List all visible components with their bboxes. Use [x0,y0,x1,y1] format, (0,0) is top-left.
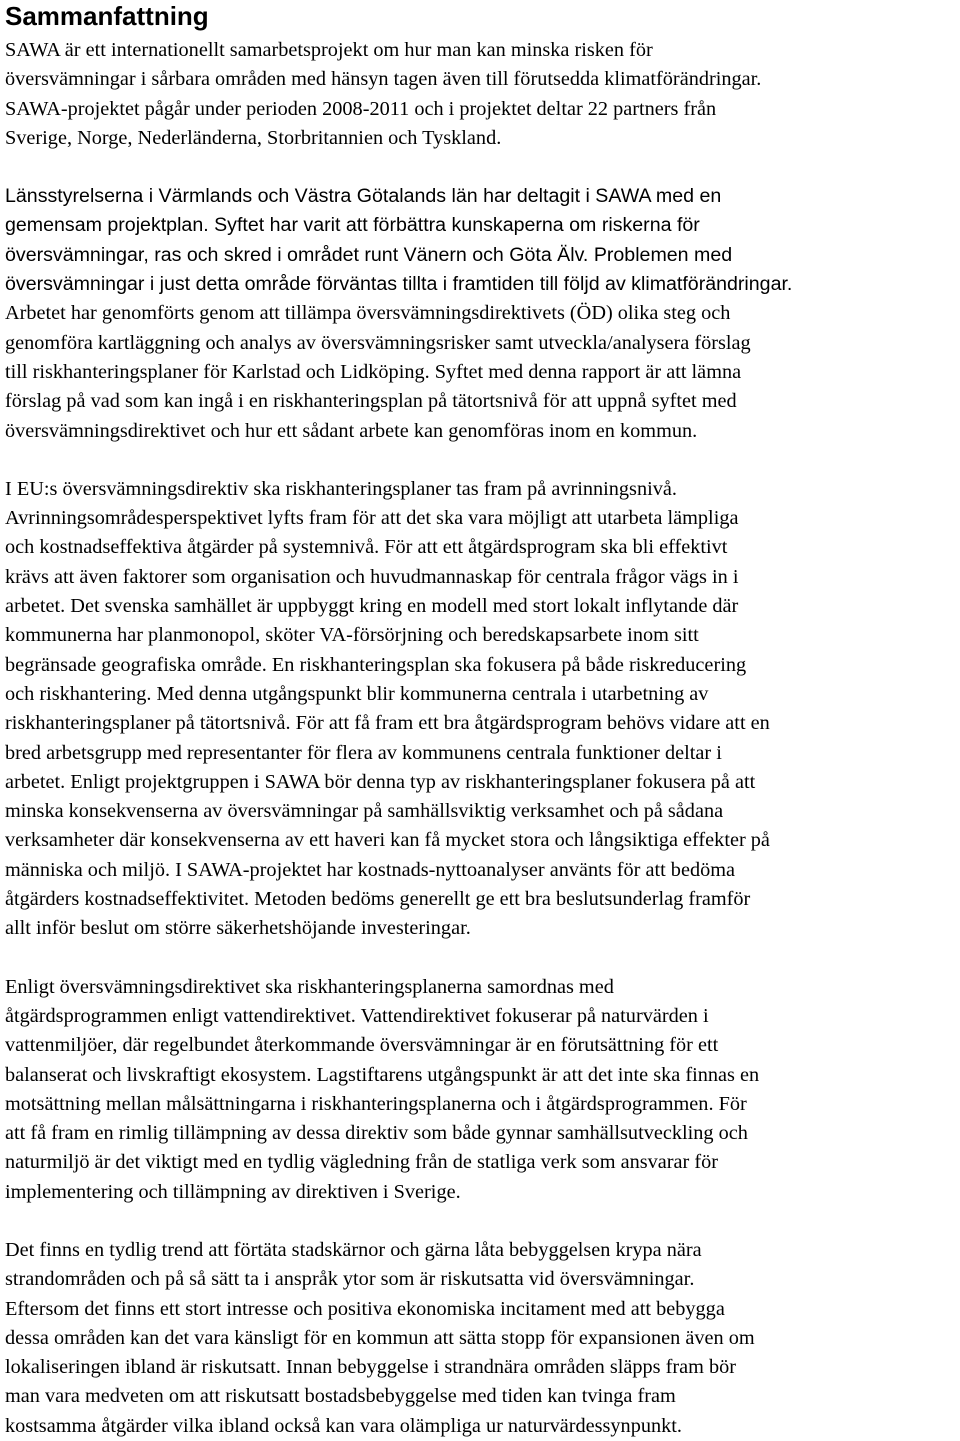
paragraph-line: dessa områden kan det vara känsligt för en kommun att sätta stopp för expansionen även om [5,1326,755,1349]
paragraph-line: naturmiljö är det viktigt med en tydlig vägledning från de statliga verk som ansvarar för [5,1151,719,1174]
paragraph-line: balanserat och livskraftigt ekosystem. Lagstiftarens utgångspunkt är att det inte ska finnas en [5,1063,760,1086]
paragraph-line: människa och miljö. I SAWA-projektet har kostnads-nyttoanalyser använts för att bedöma [5,858,736,881]
paragraph-line: lokaliseringen ibland är riskutsatt. Innan bebyggelse i strandnära områden släpps fram bör [5,1356,737,1379]
paragraph-line: riskhanteringsplaner på tätortsnivå. För att få fram ett bra åtgärdsprogram behövs vidare att en [5,712,770,735]
paragraph-line: Eftersom det finns ett stort intresse och positiva ekonomiska incitament med att bebygga [5,1297,725,1320]
paragraph-eu-directive [5,475,957,944]
paragraph-line: och riskhantering. Med denna utgångspunkt blir kommunerna centrala i utarbetning av [5,682,709,705]
paragraph-line: gemensam projektplan. Syftet har varit att förbättra kunskaperna om riskerna för [5,214,700,237]
paragraph-urban-trend [5,1236,957,1441]
paragraph-line: åtgärdsprogrammen enligt vattendirektivet. Vattendirektivet fokuserar på naturvärden i [5,1004,709,1027]
paragraph-line: att få fram en rimlig tillämpning av dessa direktiv som både gynnar samhällsutveckling och [5,1122,748,1145]
paragraph-line: kommunerna har planmonopol, sköter VA-försörjning och beredskapsarbete inom sitt [5,624,699,647]
paragraph-line: bred arbetsgrupp med representanter för flera av kommunens centrala funktioner deltar i [5,741,722,764]
paragraph-line: Det finns en tydlig trend att förtäta stadskärnor och gärna låta bebyggelsen krypa nära [5,1238,702,1261]
paragraph-line: Länsstyrelserna i Värmlands och Västra Götalands län har deltagit i SAWA med en [5,185,722,208]
paragraph-line: översvämningsdirektivet och hur ett sådant arbete kan genomföras inom en kommun. [5,419,698,442]
paragraph-line: arbetet. Enligt projektgruppen i SAWA bör denna typ av riskhanteringsplaner fokusera på att [5,770,756,793]
paragraph-line: strandområden och på så sätt ta i anspråk ytor som är riskutsatta vid översvämningar. [5,1268,695,1291]
paragraph-line: översvämningar i sårbara områden med hänsyn tagen även till förutsedda klimatförändringar. [5,68,762,91]
paragraph-line: vattenmiljöer, där regelbundet återkommande översvämningar är en förutsättning för ett [5,1034,719,1057]
paragraph-line: implementering och tillämpning av direktiven i Sverige. [5,1180,461,1203]
paragraph-line: Avrinningsområdesperspektivet lyfts fram för att det ska vara möjligt att utarbeta lämpliga [5,507,739,530]
paragraph-intro [5,36,957,153]
paragraph-line: översvämningar, ras och skred i området runt Vänern och Göta Älv. Problemen med [5,243,733,266]
section-heading: Sammanfattning [5,1,209,31]
paragraph-line: Enligt översvämningsdirektivet ska riskhanteringsplanerna samordnas med [5,975,614,998]
paragraph-line: allt inför beslut om större säkerhetshöjande investeringar. [5,917,471,940]
paragraph-line: begränsade geografiska område. En riskhanteringsplan ska fokusera på både riskreducering [5,653,747,676]
document-page [5,0,957,1441]
paragraph-line: åtgärders kostnadseffektivitet. Metoden bedöms generellt ge ett bra beslutsunderlag framför [5,888,751,911]
paragraph-line: översvämningar i just detta område förväntas tillta i framtiden till följd av klimatförändringar. [5,273,793,296]
paragraph-line: genomföra kartläggning och analys av översvämningsrisker samt utveckla/analysera förslag [5,331,751,354]
paragraph-line: I EU:s översvämningsdirektiv ska riskhanteringsplaner tas fram på avrinningsnivå. [5,477,677,500]
paragraph-line: minska konsekvenserna av översvämningar på samhällsviktig verksamhet och på sådana [5,800,724,823]
paragraph-line: SAWA-projektet pågår under perioden 2008-2011 och i projektet deltar 22 partners från [5,97,717,120]
paragraph-line: verksamheter där konsekvenserna av ett haveri kan få mycket stora och långsiktiga effekter på [5,829,770,852]
paragraph-line: till riskhanteringsplaner för Karlstad och Lidköping. Syftet med denna rapport är att lämna [5,360,742,383]
paragraph-line: Sverige, Norge, Nederländerna, Storbritannien och Tyskland. [5,126,502,149]
paragraph-line: Arbetet har genomförts genom att tillämpa översvämningsdirektivets (ÖD) olika steg och [5,302,731,325]
paragraph-line: krävs att även faktorer som organisation och huvudmannaskap för centrala frågor vägs in i [5,565,739,588]
paragraph-line: motsättning mellan målsättningarna i riskhanteringsplanerna och i åtgärdsprogrammen. För [5,1092,747,1115]
paragraph-line: man vara medveten om att riskutsatt bostadsbebyggelse med tiden kan tvinga fram [5,1385,676,1408]
paragraph-line: SAWA är ett internationellt samarbetsprojekt om hur man kan minska risken för [5,39,653,61]
paragraph-line: och kostnadseffektiva åtgärder på systemnivå. För att ett åtgärdsprogram ska bli effektivt [5,536,728,559]
paragraph-lansstyrelserna [5,182,957,446]
paragraph-line: arbetet. Det svenska samhället är uppbyggt kring en modell med stort lokalt inflytande där [5,595,739,618]
paragraph-water-directive [5,973,957,1207]
paragraph-line: kostsamma åtgärder vilka ibland också kan vara olämpliga ur naturvärdessynpunkt. [5,1414,682,1437]
paragraph-line: förslag på vad som kan ingå i en riskhanteringsplan på tätortsnivå för att uppnå syftet med [5,390,737,413]
